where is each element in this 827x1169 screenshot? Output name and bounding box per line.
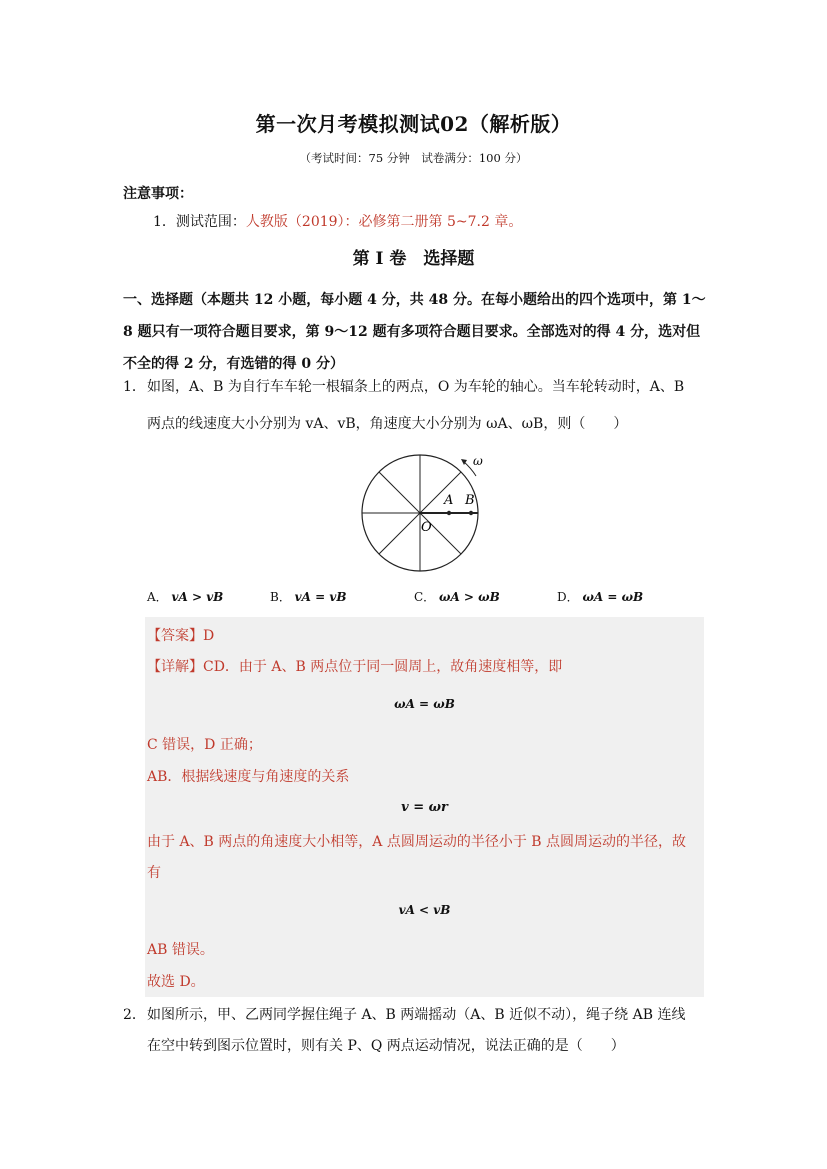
q1-option-a[interactable] (147, 588, 223, 605)
page-title: 第一次月考模拟测试02（解析版） (255, 112, 572, 136)
option-expr: ωA = ωB (582, 590, 644, 604)
q1-line-2: 两点的线速度大小分别为 vA、vB，角速度大小分别为 ωA、ωB，则（ ） (147, 416, 628, 432)
q1-option-c[interactable] (414, 588, 500, 605)
q1-number: 1． (123, 379, 146, 395)
part-one-instructions (123, 284, 708, 380)
q1-option-b[interactable] (270, 588, 346, 605)
notice-item-scope: 人教版（2019）：必修第二册第 5~7.2 章。 (245, 214, 523, 230)
q2-line-1: 如图所示，甲、乙两同学握住绳子 A、B 两端摇动（A、B 近似不动），绳子绕 AB 连线 (147, 1007, 686, 1023)
point-b (469, 511, 473, 515)
judgement-cd: C 错误，D 正确； (147, 737, 262, 753)
exam-info: （考试时间：75 分钟 试卷满分：100 分） (299, 151, 528, 165)
q1-option-d[interactable] (557, 588, 643, 605)
notice-item-prefix: 1．测试范围： (153, 214, 246, 230)
option-expr: vA = vB (294, 590, 347, 604)
point-a (447, 511, 451, 515)
wheel-figure (355, 448, 490, 583)
option-letter: C． (414, 590, 436, 604)
label-a: A (444, 493, 454, 508)
q2-number: 2． (123, 1007, 146, 1023)
part-one-line-2: 8 题只有一项符合题目要求，第 9～12 题有多项符合题目要求。全部选对的得 4 分，选对但 (123, 324, 701, 340)
label-o: O (421, 520, 432, 535)
detail-line: 【详解】CD．由于 A、B 两点位于同一圆周上，故角速度相等，即 (147, 659, 563, 675)
answer-label: 【答案】D (147, 628, 215, 644)
part-one-line-1: 一、选择题（本题共 12 小题，每小题 4 分，共 48 分。在每小题给出的四个选项中，第 1～ (123, 292, 706, 308)
part-one-line-3: 不全的得 2 分，有选错的得 0 分） (123, 356, 344, 372)
q2-line-2: 在空中转到图示位置时，则有关 P、Q 两点运动情况，说法正确的是（ ） (147, 1038, 625, 1054)
q1-line-1: 如图，A、B 为自行车车轮一根辐条上的两点，O 为车轮的轴心。当车轮转动时，A、B (147, 379, 685, 395)
conclusion: 故选 D。 (147, 974, 205, 990)
option-letter: A． (147, 590, 168, 604)
notice-heading: 注意事项： (123, 186, 193, 202)
formula-v-omega-r: v = ωr (401, 800, 448, 815)
label-omega: ω (473, 454, 483, 468)
reason-line-1: 由于 A、B 两点的角速度大小相等，A 点圆周运动的半径小于 B 点圆周运动的半径，故 (147, 834, 687, 850)
option-letter: D． (557, 590, 579, 604)
label-b: B (465, 493, 475, 508)
reason-line-2: 有 (147, 865, 161, 881)
option-letter: B． (270, 590, 291, 604)
option-expr: ωA > ωB (439, 590, 500, 604)
judgement-ab: AB 错误。 (147, 942, 214, 958)
formula-omega-equal: ωA = ωB (394, 697, 455, 711)
notice-item (153, 211, 522, 231)
formula-va-less-vb: vA < vB (398, 903, 451, 917)
section-title: 第 I 卷 选择题 (352, 249, 475, 269)
ab-analysis-line: AB．根据线速度与角速度的关系 (147, 769, 350, 785)
option-expr: vA > vB (171, 590, 224, 604)
